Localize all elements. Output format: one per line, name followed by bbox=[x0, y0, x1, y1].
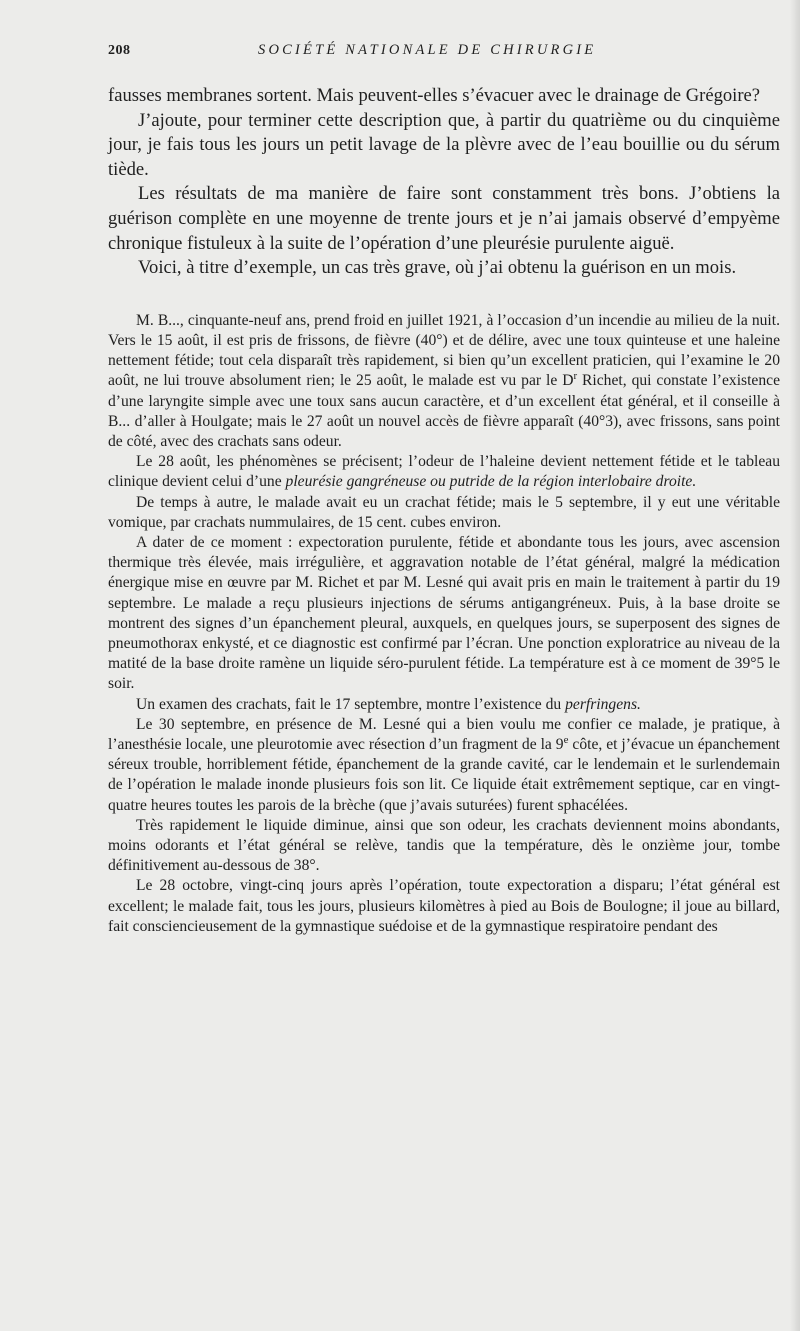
paragraph: fausses membranes sortent. Mais peuvent-elles s’évacuer avec le drainage de Grégoire? bbox=[108, 85, 761, 106]
case-paragraph: Le 28 octobre, vingt-cinq jours après l’opération, toute expectoration a disparu; l’état général est excellent; le malade fait, tous les jours, plusieurs kilomètres à pied au Bois de Boulogne; il joue au billard, fait consciencieusement de la gymnastique suédoise et de la gymnastique respiratoire pendant des bbox=[108, 877, 780, 935]
paragraph: J’ajoute, pour terminer cette description que, à partir du quatrième ou du cinquième jour, je fais tous les jours un petit lavage de la plèvre avec de l’eau bouillie ou du sérum tiède. bbox=[108, 109, 780, 180]
italic-term: pleurésie gangréneuse ou putride de la région interlobaire droite. bbox=[285, 473, 697, 491]
case-paragraph bbox=[108, 715, 780, 816]
case-paragraph bbox=[108, 695, 780, 715]
case-text-run: Le 28 août, les phénomènes se précisent; l’odeur de l’haleine devient nettement fétide et le tableau clinique devient celui d’une bbox=[108, 453, 780, 491]
case-paragraph: De temps à autre, le malade avait eu un crachat fétide; mais le 5 septembre, il y eut une véritable vomique, par crachats nummulaires, de 15 cent. cubes environ. bbox=[108, 493, 780, 531]
case-paragraph: Très rapidement le liquide diminue, ainsi que son odeur, les crachats deviennent moins abondants, moins odorants et l’état général se relève, tandis que la température, dès le onzième jour, tombe définitivement au-dessous de 38°. bbox=[108, 816, 780, 875]
superscript: e bbox=[563, 733, 569, 746]
case-text-run: Un examen des crachats, fait le 17 septembre, montre l’existence du bbox=[136, 695, 566, 713]
case-paragraph bbox=[108, 311, 780, 452]
case-paragraph: A dater de ce moment : expectoration purulente, fétide et abondante tous les jours, avec ascension thermique très élevée, mais irrégulière, et aggravation notable de l’état général, malgré la médication énergique mise en œuvre par M. Richet et par M. Lesné qui avait pris en main le traitement à partir du 19 septembre. Le malade a reçu plusieurs injections de sérums antigangréneux. Puis, à la base droite se montrent des signes d’un épanchement pleural, auxquels, en quelques jours, se superposent des signes de pneumothorax enkysté, et ce diagnostic est confirmé par l’écran. Une ponction exploratrice au niveau de la matité de la base droite ramène un liquide séro-purulent fétide. La température est à ce moment de 39°5 le soir. bbox=[108, 533, 780, 693]
paragraph: Les résultats de ma manière de faire sont constamment très bons. J’obtiens la guérison complète en une moyenne de trente jours et je n’ai jamais observé d’empyème chronique fistuleux à la suite de l’opération d’une pleurésie purulente aiguë. bbox=[108, 183, 780, 254]
case-report bbox=[108, 311, 780, 937]
case-paragraph bbox=[108, 452, 780, 492]
case-text-run: Le 30 septembre, en présence de M. Lesné qui a bien voulu me confier ce malade, je pratique, à l’anesthésie locale, une pleurotomie avec résection d’un fragment de la 9 bbox=[108, 715, 780, 754]
main-text bbox=[108, 84, 780, 281]
paragraph: Voici, à titre d’exemple, un cas très grave, où j’ai obtenu la guérison en un mois. bbox=[138, 257, 737, 279]
page-number: 208 bbox=[108, 43, 131, 58]
case-text-run: Richet, qui constate l’existence d’une laryngite simple avec une toux sans aucun caractère, et d’un excellent état général, et il conseille à B... d’aller à Houlgate; mais le 27 août un nouvel accès de fièvre apparaît (40°3), avec frissons, sans point de côté, avec des crachats sans odeur. bbox=[108, 372, 780, 450]
running-title: SOCIÉTÉ NATIONALE DE CHIRURGIE bbox=[258, 42, 597, 58]
case-text-run: côte, et j’évacue un épanchement séreux trouble, horriblement fétide, épanchement de la grande cavité, car le lendemain et le surlendemain de l’opération le malade inonde plusieurs fois son lit. Ce liquide était extrêmement septique, car en vingt-quatre heures toutes les parois de la brèche (que j’avais suturées) furent sphacélées. bbox=[108, 736, 780, 814]
case-text-run: M. B..., cinquante-neuf ans, prend froid en juillet 1921, à l’occasion d’un incendie au milieu de la nuit. Vers le 15 août, il est pris de frissons, de fièvre (40°) et de délire, avec une toux quinteuse et une haleine nettement fétide; tout cela disparaît très rapidement, si bien qu’un excellent praticien, qui l’examine le 20 août, ne lui trouve absolument rien; le 25 août, le malade est vu par le D bbox=[108, 311, 780, 390]
superscript: r bbox=[573, 370, 578, 383]
italic-term: perfringens. bbox=[565, 695, 641, 713]
page-header bbox=[108, 42, 780, 72]
page-edge-shadow bbox=[790, 0, 800, 1331]
